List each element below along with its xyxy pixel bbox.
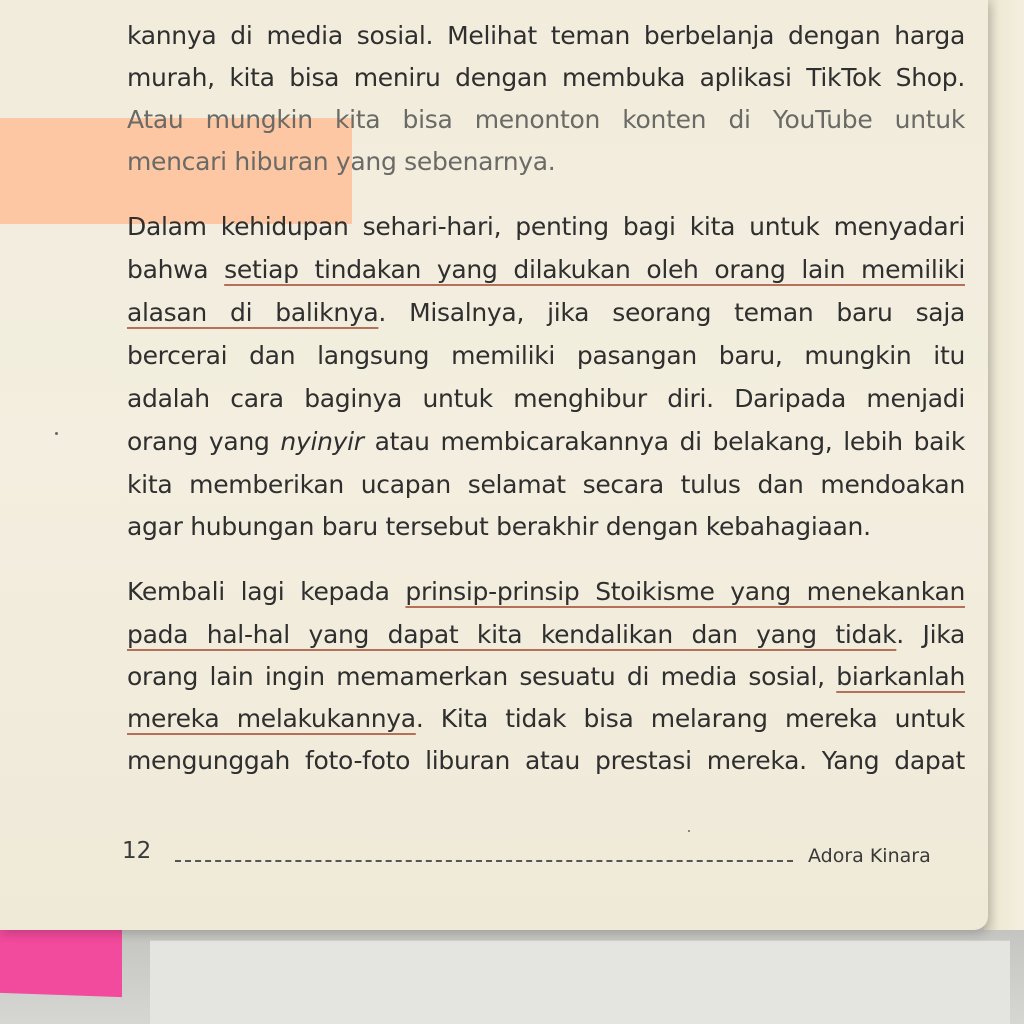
text-segment: adalah cara baginya untuk menghibur diri. Daripada menjadi <box>127 384 965 413</box>
text-line <box>127 576 965 608</box>
text-segment: orang lain ingin memamerkan sesuatu di media sosial, <box>127 662 837 691</box>
text-segment: Dalam kehidupan sehari-hari, penting bagi kita untuk menyadari <box>127 212 965 241</box>
underlined-phrase: biarkanlah <box>836 662 965 691</box>
text-segment: atau membicarakannya di belakang, lebih baik <box>363 427 965 456</box>
text-segment: . Kita tidak bisa melarang mereka untuk <box>415 704 965 733</box>
page-number: 12 <box>122 838 152 864</box>
text-line <box>127 703 965 735</box>
text-line <box>127 62 965 94</box>
italic-word: nyinyir <box>280 427 364 456</box>
text-segment: orang yang <box>127 427 281 456</box>
text-line <box>127 661 965 693</box>
paper-speck <box>55 432 58 435</box>
text-line <box>127 211 965 243</box>
text-segment: Atau mungkin kita bisa menonton konten di YouTube untuk <box>127 105 965 134</box>
underlined-phrase: pada hal-hal yang dapat kita kendalikan dan yang tidak <box>127 620 897 649</box>
text-segment: bercerai dan langsung memiliki pasangan baru, mungkin itu <box>127 341 965 370</box>
text-line <box>127 20 965 52</box>
text-segment: murah, kita bisa meniru dengan membuka aplikasi TikTok Shop. <box>127 63 965 92</box>
text-line <box>127 146 555 178</box>
text-line <box>127 297 965 329</box>
underlined-phrase: setiap tindakan yang dilakukan oleh orang lain memiliki <box>224 255 965 284</box>
text-line <box>127 619 965 651</box>
text-line <box>127 104 965 136</box>
footer-dashed-rule <box>175 860 793 862</box>
text-line <box>127 254 965 286</box>
text-line <box>127 383 965 415</box>
text-line <box>127 469 965 501</box>
text-segment: . Misalnya, jika seorang teman baru saja <box>378 298 965 327</box>
text-segment: bahwa <box>127 255 225 284</box>
underlined-phrase: prinsip-prinsip Stoikisme yang menekankan <box>405 577 966 606</box>
underlined-phrase: mereka melakukannya <box>127 704 416 733</box>
text-segment: kannya di media sosial. Melihat teman berbelanja dengan harga <box>127 21 965 50</box>
underlined-phrase: alasan di baliknya <box>127 298 379 327</box>
text-line <box>127 426 965 458</box>
text-segment: mengunggah foto-foto liburan atau prestasi mereka. Yang dapat <box>127 746 965 775</box>
text-segment: kita memberikan ucapan selamat secara tulus dan mendoakan <box>127 470 965 499</box>
text-line <box>127 511 871 543</box>
text-segment: mencari hiburan yang sebenarnya. <box>127 147 556 176</box>
text-segment: . Jika <box>896 620 965 649</box>
text-segment: Kembali lagi kepada <box>127 577 406 606</box>
text-segment: agar hubungan baru tersebut berakhir dengan kebahagiaan. <box>127 512 871 541</box>
text-line <box>127 745 965 777</box>
adjacent-page-edge <box>984 0 1024 930</box>
footer-author: Adora Kinara <box>808 845 931 867</box>
text-line <box>127 340 965 372</box>
paper-sheet-below <box>150 940 1010 1024</box>
paper-speck <box>688 830 690 832</box>
